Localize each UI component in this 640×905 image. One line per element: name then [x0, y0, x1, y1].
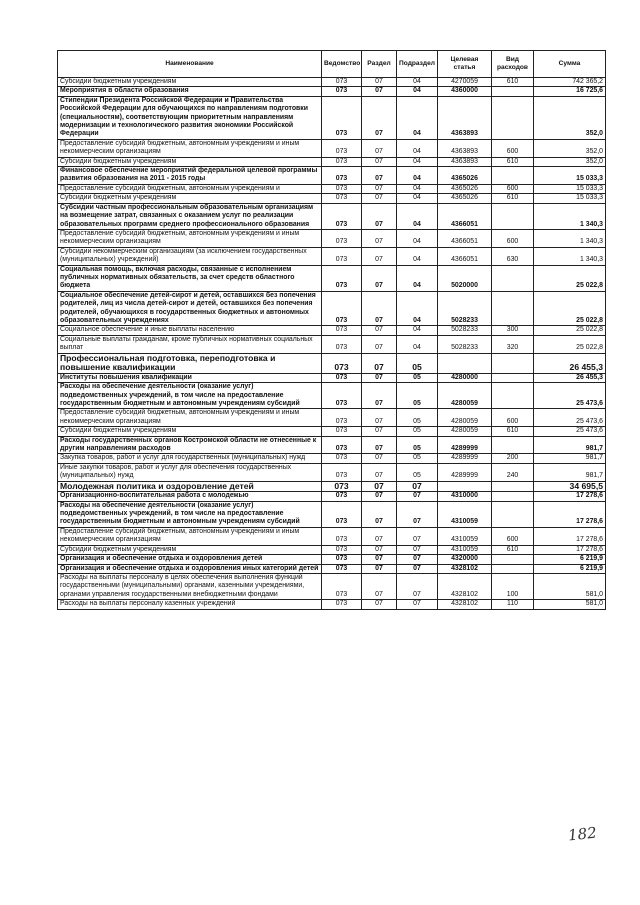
row-name-cell: Расходы на обеспечение деятельности (оказание услуг) подведомственных учреждений, в том числе на предоставление государственным бюджетным и автономным учреждениям субсидий — [58, 501, 322, 527]
row-article-cell: 4320000 — [438, 555, 492, 564]
row-name-cell: Расходы на выплаты персоналу казенных учреждений — [58, 600, 322, 609]
row-dept-cell: 073 — [322, 555, 362, 564]
row-subsection-cell: 04 — [397, 157, 438, 166]
row-dept-cell: 073 — [322, 481, 362, 492]
row-dept-cell: 073 — [322, 247, 362, 265]
row-dept-cell: 073 — [322, 436, 362, 454]
row-subsection-cell: 04 — [397, 247, 438, 265]
row-subsection-cell: 04 — [397, 265, 438, 291]
row-sum-cell: 25 022,8 — [534, 326, 606, 335]
row-exptype-cell: 110 — [492, 600, 534, 609]
row-name-cell: Предоставление субсидий бюджетным, автономным учреждениям и иным некоммерческим организациям — [58, 139, 322, 157]
row-sum-cell: 25 473,6 — [534, 409, 606, 427]
row-sum-cell: 25 022,8 — [534, 291, 606, 326]
row-subsection-cell: 07 — [397, 573, 438, 599]
row-article-cell — [438, 353, 492, 373]
row-section-cell: 07 — [362, 87, 397, 96]
header-dept: Ведомство — [322, 51, 362, 78]
row-exptype-cell: 240 — [492, 463, 534, 481]
row-subsection-cell: 04 — [397, 96, 438, 139]
table-row — [58, 454, 606, 463]
row-subsection-cell: 04 — [397, 291, 438, 326]
row-subsection-cell: 05 — [397, 383, 438, 409]
row-article-cell: 4289999 — [438, 436, 492, 454]
row-name-cell: Молодежная политика и оздоровление детей — [58, 481, 322, 492]
row-name-cell: Социальное обеспечение детей-сирот и детей, оставшихся без попечения родителей, лиц из числа детей-сирот и детей, оставшихся без попечения родителей, обучающихся в государственных бюджетных и автономных образовательных учреждениях — [58, 291, 322, 326]
budget-sheet — [57, 50, 605, 610]
row-sum-cell: 1 340,3 — [534, 203, 606, 229]
table-row — [58, 573, 606, 599]
row-article-cell: 4365026 — [438, 194, 492, 203]
row-dept-cell: 073 — [322, 427, 362, 436]
row-subsection-cell: 04 — [397, 167, 438, 185]
row-exptype-cell — [492, 481, 534, 492]
table-row — [58, 527, 606, 545]
table-row — [58, 203, 606, 229]
row-name-cell: Иные закупки товаров, работ и услуг для обеспечения государственных (муниципальных) нужд — [58, 463, 322, 481]
row-article-cell: 4289999 — [438, 463, 492, 481]
row-subsection-cell: 05 — [397, 463, 438, 481]
row-article-cell: 4280000 — [438, 373, 492, 382]
row-dept-cell: 073 — [322, 501, 362, 527]
row-exptype-cell: 320 — [492, 335, 534, 353]
row-section-cell: 07 — [362, 383, 397, 409]
row-article-cell: 4310059 — [438, 545, 492, 554]
row-exptype-cell: 610 — [492, 545, 534, 554]
header-sum: Сумма — [534, 51, 606, 78]
row-subsection-cell: 05 — [397, 409, 438, 427]
row-exptype-cell — [492, 492, 534, 501]
row-section-cell: 07 — [362, 427, 397, 436]
row-article-cell: 5028233 — [438, 335, 492, 353]
row-name-cell: Социальное обеспечение и иные выплаты населению — [58, 326, 322, 335]
row-exptype-cell — [492, 167, 534, 185]
row-exptype-cell: 100 — [492, 573, 534, 599]
row-exptype-cell: 610 — [492, 427, 534, 436]
row-sum-cell: 352,0 — [534, 96, 606, 139]
row-section-cell: 07 — [362, 157, 397, 166]
table-row — [58, 427, 606, 436]
table-row — [58, 501, 606, 527]
row-subsection-cell: 07 — [397, 501, 438, 527]
row-exptype-cell — [492, 555, 534, 564]
row-dept-cell: 073 — [322, 527, 362, 545]
header-subsection: Подраздел — [397, 51, 438, 78]
row-dept-cell: 073 — [322, 463, 362, 481]
row-section-cell: 07 — [362, 184, 397, 193]
row-name-cell: Субсидии бюджетным учреждениям — [58, 545, 322, 554]
row-dept-cell: 073 — [322, 265, 362, 291]
row-dept-cell: 073 — [322, 167, 362, 185]
row-article-cell: 4280059 — [438, 409, 492, 427]
row-sum-cell: 981,7 — [534, 454, 606, 463]
row-sum-cell: 25 473,6 — [534, 427, 606, 436]
row-name-cell: Институты повышения квалификации — [58, 373, 322, 382]
row-name-cell: Закупка товаров, работ и услуг для государственных (муниципальных) нужд — [58, 454, 322, 463]
row-exptype-cell — [492, 96, 534, 139]
row-dept-cell: 073 — [322, 454, 362, 463]
row-section-cell: 07 — [362, 326, 397, 335]
row-section-cell: 07 — [362, 573, 397, 599]
table-row — [58, 167, 606, 185]
row-exptype-cell — [492, 203, 534, 229]
row-section-cell: 07 — [362, 481, 397, 492]
row-subsection-cell: 05 — [397, 353, 438, 373]
row-article-cell: 5020000 — [438, 265, 492, 291]
header-exptype: Вид расходов — [492, 51, 534, 78]
header-article: Целевая статья — [438, 51, 492, 78]
row-section-cell: 07 — [362, 291, 397, 326]
row-section-cell: 07 — [362, 454, 397, 463]
row-article-cell: 4310059 — [438, 501, 492, 527]
row-sum-cell: 581,0 — [534, 573, 606, 599]
row-subsection-cell: 05 — [397, 373, 438, 382]
row-section-cell: 07 — [362, 247, 397, 265]
row-dept-cell: 073 — [322, 87, 362, 96]
row-exptype-cell — [492, 564, 534, 573]
row-sum-cell: 17 278,6 — [534, 492, 606, 501]
row-article-cell: 5028233 — [438, 291, 492, 326]
row-name-cell: Социальные выплаты гражданам, кроме публичных нормативных социальных выплат — [58, 335, 322, 353]
row-sum-cell: 1 340,3 — [534, 247, 606, 265]
row-sum-cell: 1 340,3 — [534, 229, 606, 247]
row-exptype-cell — [492, 353, 534, 373]
row-section-cell: 07 — [362, 194, 397, 203]
table-row — [58, 139, 606, 157]
row-sum-cell: 25 473,6 — [534, 383, 606, 409]
table-row — [58, 492, 606, 501]
row-article-cell — [438, 481, 492, 492]
row-article-cell: 4310059 — [438, 527, 492, 545]
row-article-cell: 4280059 — [438, 383, 492, 409]
header-section: Раздел — [362, 51, 397, 78]
table-row — [58, 383, 606, 409]
table-row — [58, 436, 606, 454]
table-row — [58, 564, 606, 573]
row-sum-cell: 26 455,3 — [534, 353, 606, 373]
row-exptype-cell — [492, 87, 534, 96]
row-exptype-cell — [492, 383, 534, 409]
row-subsection-cell: 07 — [397, 545, 438, 554]
row-subsection-cell: 07 — [397, 600, 438, 609]
row-subsection-cell: 07 — [397, 555, 438, 564]
row-dept-cell: 073 — [322, 184, 362, 193]
row-subsection-cell: 07 — [397, 564, 438, 573]
row-dept-cell: 073 — [322, 139, 362, 157]
row-exptype-cell: 610 — [492, 194, 534, 203]
budget-table — [57, 50, 606, 610]
row-article-cell: 4363893 — [438, 139, 492, 157]
row-section-cell: 07 — [362, 139, 397, 157]
row-name-cell: Мероприятия в области образования — [58, 87, 322, 96]
row-name-cell: Расходы государственных органов Костромской области не отнесенные к другим направлениям расходов — [58, 436, 322, 454]
row-article-cell: 5028233 — [438, 326, 492, 335]
row-dept-cell: 073 — [322, 564, 362, 573]
row-name-cell: Организация и обеспечение отдыха и оздоровления детей — [58, 555, 322, 564]
row-exptype-cell — [492, 373, 534, 382]
table-row — [58, 96, 606, 139]
row-article-cell: 4366051 — [438, 203, 492, 229]
row-sum-cell: 581,0 — [534, 600, 606, 609]
row-article-cell: 4366051 — [438, 247, 492, 265]
table-row — [58, 373, 606, 382]
row-name-cell: Предоставление субсидий бюджетным, автономным учреждениям и иным некоммерческим организациям — [58, 229, 322, 247]
row-dept-cell: 073 — [322, 291, 362, 326]
row-sum-cell: 15 033,3 — [534, 194, 606, 203]
row-section-cell: 07 — [362, 600, 397, 609]
row-dept-cell: 073 — [322, 194, 362, 203]
row-dept-cell: 073 — [322, 573, 362, 599]
table-row — [58, 291, 606, 326]
row-name-cell: Субсидии некоммерческим организациям (за исключением государственных (муниципальных) учреждений) — [58, 247, 322, 265]
row-section-cell: 07 — [362, 373, 397, 382]
row-sum-cell: 26 455,3 — [534, 373, 606, 382]
row-subsection-cell: 05 — [397, 436, 438, 454]
row-subsection-cell: 04 — [397, 229, 438, 247]
row-subsection-cell: 07 — [397, 527, 438, 545]
row-article-cell: 4365026 — [438, 184, 492, 193]
row-sum-cell: 16 725,6 — [534, 87, 606, 96]
page-number-handwritten: 182 — [567, 823, 598, 845]
row-exptype-cell: 300 — [492, 326, 534, 335]
row-dept-cell: 073 — [322, 78, 362, 87]
table-row — [58, 184, 606, 193]
row-name-cell: Профессиональная подготовка, переподготовка и повышение квалификации — [58, 353, 322, 373]
row-sum-cell: 17 278,6 — [534, 527, 606, 545]
row-subsection-cell: 04 — [397, 139, 438, 157]
row-article-cell: 4363893 — [438, 96, 492, 139]
row-name-cell: Расходы на выплаты персоналу в целях обеспечения выполнения функций государственными (муниципальными) органами, казенными учреждениями, органами управления государственными внебюджетными фондами — [58, 573, 322, 599]
row-section-cell: 07 — [362, 203, 397, 229]
row-section-cell: 07 — [362, 335, 397, 353]
row-name-cell: Организационно-воспитательная работа с молодежью — [58, 492, 322, 501]
table-body — [58, 78, 606, 610]
row-name-cell: Предоставление субсидий бюджетным, автономным учреждениям и иным некоммерческим организациям — [58, 527, 322, 545]
row-article-cell: 4328102 — [438, 573, 492, 599]
row-section-cell: 07 — [362, 527, 397, 545]
table-row — [58, 481, 606, 492]
row-sum-cell: 6 219,9 — [534, 564, 606, 573]
row-name-cell: Стипендии Президента Российской Федерации и Правительства Российской Федерации для обучающихся по направлениям подготовки (специальностям), соответствующим приоритетным направлениям модернизации и технологического развития экономики Российской Федерации — [58, 96, 322, 139]
row-section-cell: 07 — [362, 265, 397, 291]
row-section-cell: 07 — [362, 409, 397, 427]
table-row — [58, 78, 606, 87]
row-article-cell: 4360000 — [438, 87, 492, 96]
row-name-cell: Социальная помощь, включая расходы, связанные с исполнением публичных нормативных обязательств, за счет средств областного бюджета — [58, 265, 322, 291]
row-name-cell: Субсидии бюджетным учреждениям — [58, 157, 322, 166]
row-name-cell: Предоставление субсидий бюджетным, автономным учреждениям и — [58, 184, 322, 193]
row-dept-cell: 073 — [322, 157, 362, 166]
row-article-cell: 4328102 — [438, 564, 492, 573]
row-name-cell: Расходы на обеспечение деятельности (оказание услуг) подведомственных учреждений, в том числе на предоставление государственным бюджетным и автономным учреждениям субсидий — [58, 383, 322, 409]
row-dept-cell: 073 — [322, 229, 362, 247]
row-exptype-cell: 200 — [492, 454, 534, 463]
row-exptype-cell: 600 — [492, 229, 534, 247]
row-article-cell: 4280059 — [438, 427, 492, 436]
row-article-cell: 4363893 — [438, 157, 492, 166]
row-dept-cell: 073 — [322, 409, 362, 427]
table-row — [58, 555, 606, 564]
row-section-cell: 07 — [362, 564, 397, 573]
row-sum-cell: 25 022,8 — [534, 265, 606, 291]
row-dept-cell: 073 — [322, 545, 362, 554]
row-subsection-cell: 07 — [397, 481, 438, 492]
row-sum-cell: 15 033,3 — [534, 184, 606, 193]
table-row — [58, 247, 606, 265]
row-section-cell: 07 — [362, 96, 397, 139]
row-section-cell: 07 — [362, 545, 397, 554]
row-sum-cell: 25 022,8 — [534, 335, 606, 353]
row-dept-cell: 073 — [322, 383, 362, 409]
row-sum-cell: 352,0 — [534, 139, 606, 157]
row-name-cell: Финансовое обеспечение мероприятий федеральной целевой программы развития образования на 2011 - 2015 годы — [58, 167, 322, 185]
row-subsection-cell: 07 — [397, 492, 438, 501]
row-sum-cell: 6 219,9 — [534, 555, 606, 564]
row-exptype-cell — [492, 291, 534, 326]
table-row — [58, 87, 606, 96]
row-exptype-cell: 610 — [492, 78, 534, 87]
row-name-cell: Организация и обеспечение отдыха и оздоровления иных категорий детей — [58, 564, 322, 573]
row-dept-cell: 073 — [322, 335, 362, 353]
row-dept-cell: 073 — [322, 326, 362, 335]
row-section-cell: 07 — [362, 78, 397, 87]
row-dept-cell: 073 — [322, 96, 362, 139]
row-subsection-cell: 05 — [397, 427, 438, 436]
row-dept-cell: 073 — [322, 600, 362, 609]
row-section-cell: 07 — [362, 436, 397, 454]
row-subsection-cell: 04 — [397, 194, 438, 203]
row-sum-cell: 15 033,3 — [534, 167, 606, 185]
row-name-cell: Предоставление субсидий бюджетным, автономным учреждениям и иным некоммерческим организациям — [58, 409, 322, 427]
row-article-cell: 4270059 — [438, 78, 492, 87]
row-name-cell: Субсидии бюджетным учреждениям — [58, 78, 322, 87]
table-row — [58, 194, 606, 203]
row-exptype-cell: 600 — [492, 527, 534, 545]
row-name-cell: Субсидии частным профессиональным образовательным организациям на возмещение затрат, связанных с оказанием услуг по реализации образовательных программ среднего профессионального образования — [58, 203, 322, 229]
row-sum-cell: 981,7 — [534, 463, 606, 481]
table-row — [58, 157, 606, 166]
row-sum-cell: 352,0 — [534, 157, 606, 166]
row-section-cell: 07 — [362, 167, 397, 185]
row-subsection-cell: 04 — [397, 78, 438, 87]
row-section-cell: 07 — [362, 555, 397, 564]
row-subsection-cell: 04 — [397, 203, 438, 229]
table-row — [58, 409, 606, 427]
row-subsection-cell: 05 — [397, 454, 438, 463]
row-section-cell: 07 — [362, 353, 397, 373]
row-subsection-cell: 04 — [397, 184, 438, 193]
row-article-cell: 4289999 — [438, 454, 492, 463]
row-section-cell: 07 — [362, 501, 397, 527]
table-header — [58, 51, 606, 78]
row-name-cell: Субсидии бюджетным учреждениям — [58, 194, 322, 203]
row-exptype-cell: 600 — [492, 139, 534, 157]
row-exptype-cell — [492, 501, 534, 527]
table-row — [58, 463, 606, 481]
table-row — [58, 545, 606, 554]
row-section-cell: 07 — [362, 229, 397, 247]
row-dept-cell: 073 — [322, 353, 362, 373]
row-sum-cell: 17 278,6 — [534, 501, 606, 527]
row-section-cell: 07 — [362, 463, 397, 481]
row-exptype-cell: 600 — [492, 409, 534, 427]
row-section-cell: 07 — [362, 492, 397, 501]
row-sum-cell: 742 365,2 — [534, 78, 606, 87]
row-exptype-cell — [492, 265, 534, 291]
row-exptype-cell: 610 — [492, 157, 534, 166]
table-row — [58, 326, 606, 335]
row-subsection-cell: 04 — [397, 326, 438, 335]
row-article-cell: 4365026 — [438, 167, 492, 185]
row-article-cell: 4310000 — [438, 492, 492, 501]
table-row — [58, 600, 606, 609]
row-sum-cell: 981,7 — [534, 436, 606, 454]
table-row — [58, 229, 606, 247]
table-row — [58, 353, 606, 373]
row-sum-cell: 17 278,6 — [534, 545, 606, 554]
header-name: Наименование — [58, 51, 322, 78]
row-subsection-cell: 04 — [397, 87, 438, 96]
row-article-cell: 4366051 — [438, 229, 492, 247]
table-row — [58, 265, 606, 291]
row-name-cell: Субсидии бюджетным учреждениям — [58, 427, 322, 436]
row-exptype-cell: 630 — [492, 247, 534, 265]
row-dept-cell: 073 — [322, 203, 362, 229]
row-subsection-cell: 04 — [397, 335, 438, 353]
row-exptype-cell: 600 — [492, 184, 534, 193]
row-article-cell: 4328102 — [438, 600, 492, 609]
row-dept-cell: 073 — [322, 492, 362, 501]
row-exptype-cell — [492, 436, 534, 454]
row-sum-cell: 34 695,5 — [534, 481, 606, 492]
row-dept-cell: 073 — [322, 373, 362, 382]
table-row — [58, 335, 606, 353]
